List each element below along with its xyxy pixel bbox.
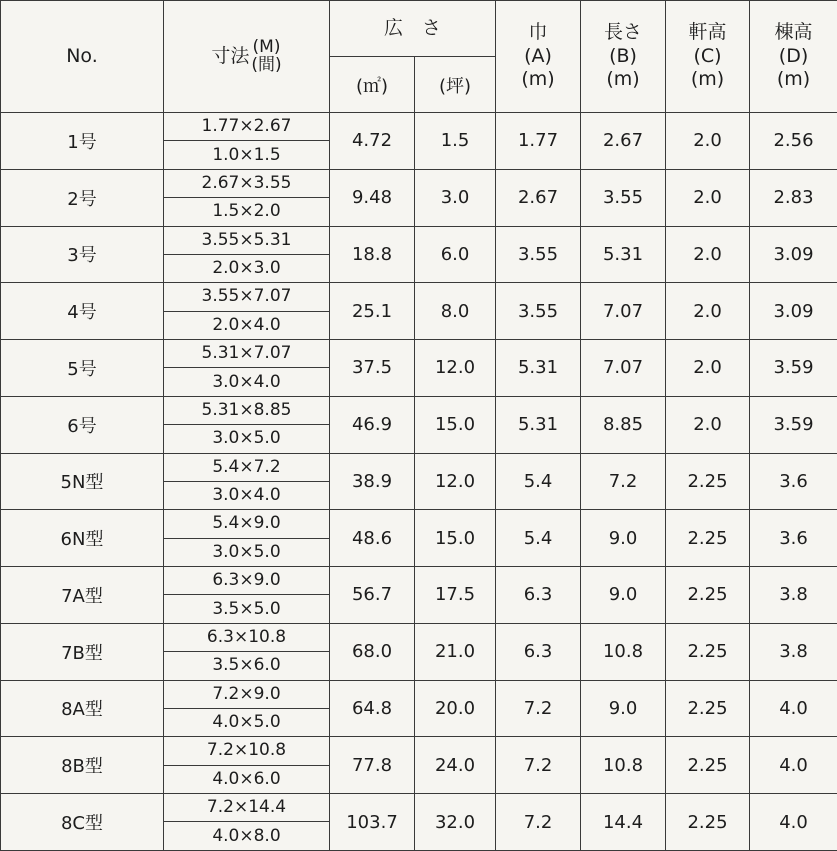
area-tsubo-cell: 15.0 <box>415 510 496 567</box>
dimension-meters-cell: 3.55×5.31 <box>164 226 330 254</box>
width-cell: 3.55 <box>496 283 581 340</box>
header-ridge-height <box>750 1 837 113</box>
dimension-meters-cell: 1.77×2.67 <box>164 113 330 141</box>
ridge-height-cell: 3.8 <box>750 623 837 680</box>
dimension-meters-cell: 2.67×3.55 <box>164 169 330 197</box>
ridge-height-cell: 4.0 <box>750 794 837 851</box>
header-eave-height-unit: (m) <box>690 68 725 91</box>
dimension-meters-cell: 7.2×10.8 <box>164 737 330 765</box>
area-tsubo-cell: 12.0 <box>415 453 496 510</box>
table-row <box>1 794 837 822</box>
length-cell: 8.85 <box>581 396 666 453</box>
area-m2-cell: 68.0 <box>330 623 415 680</box>
ridge-height-cell: 2.56 <box>750 113 837 170</box>
eave-height-cell: 2.25 <box>666 737 750 794</box>
dimension-ken-cell: 3.5×5.0 <box>164 595 330 623</box>
area-tsubo-cell: 17.5 <box>415 567 496 624</box>
area-m2-cell: 46.9 <box>330 396 415 453</box>
header-width-label: 巾 <box>528 20 548 43</box>
ridge-height-cell: 2.83 <box>750 169 837 226</box>
width-cell: 5.4 <box>496 510 581 567</box>
eave-height-cell: 2.25 <box>666 623 750 680</box>
header-length <box>581 1 666 113</box>
dimension-meters-cell: 5.4×7.2 <box>164 453 330 481</box>
header-length-unit: (m) <box>606 68 640 91</box>
header-dimensions-unit-ken: (間) <box>251 54 282 75</box>
width-cell: 2.67 <box>496 169 581 226</box>
header-area-m2: (㎡) <box>330 57 415 113</box>
model-number-cell: 7A型 <box>1 567 164 624</box>
area-m2-cell: 103.7 <box>330 794 415 851</box>
eave-height-cell: 2.25 <box>666 794 750 851</box>
area-tsubo-cell: 24.0 <box>415 737 496 794</box>
dimension-meters-cell: 5.31×7.07 <box>164 340 330 368</box>
ridge-height-cell: 3.6 <box>750 453 837 510</box>
header-ridge-height-code: (D) <box>778 44 809 67</box>
area-m2-cell: 37.5 <box>330 340 415 397</box>
length-cell: 14.4 <box>581 794 666 851</box>
dimension-meters-cell: 3.55×7.07 <box>164 283 330 311</box>
eave-height-cell: 2.0 <box>666 396 750 453</box>
width-cell: 5.31 <box>496 340 581 397</box>
area-m2-cell: 9.48 <box>330 169 415 226</box>
ridge-height-cell: 3.59 <box>750 396 837 453</box>
length-cell: 10.8 <box>581 737 666 794</box>
length-cell: 9.0 <box>581 567 666 624</box>
area-tsubo-cell: 20.0 <box>415 680 496 737</box>
model-number-cell: 5号 <box>1 340 164 397</box>
ridge-height-cell: 4.0 <box>750 680 837 737</box>
width-cell: 6.3 <box>496 567 581 624</box>
ridge-height-cell: 3.09 <box>750 226 837 283</box>
header-eave-height <box>666 1 750 113</box>
header-width-code: (A) <box>524 44 552 67</box>
header-ridge-height-unit: (m) <box>776 68 811 91</box>
header-eave-height-label: 軒高 <box>688 20 727 43</box>
header-area: 広 さ <box>330 1 496 57</box>
header-width-unit: (m) <box>521 68 555 91</box>
length-cell: 7.07 <box>581 340 666 397</box>
model-number-cell: 6N型 <box>1 510 164 567</box>
eave-height-cell: 2.25 <box>666 453 750 510</box>
area-tsubo-cell: 21.0 <box>415 623 496 680</box>
ridge-height-cell: 3.8 <box>750 567 837 624</box>
model-number-cell: 6号 <box>1 396 164 453</box>
area-tsubo-cell: 3.0 <box>415 169 496 226</box>
table-body <box>1 113 837 851</box>
length-cell: 10.8 <box>581 623 666 680</box>
eave-height-cell: 2.25 <box>666 567 750 624</box>
header-ridge-height-label: 棟高 <box>774 20 813 43</box>
dimension-ken-cell: 3.0×4.0 <box>164 368 330 396</box>
length-cell: 7.07 <box>581 283 666 340</box>
area-m2-cell: 77.8 <box>330 737 415 794</box>
width-cell: 7.2 <box>496 680 581 737</box>
eave-height-cell: 2.0 <box>666 226 750 283</box>
model-number-cell: 8C型 <box>1 794 164 851</box>
length-cell: 2.67 <box>581 113 666 170</box>
eave-height-cell: 2.0 <box>666 340 750 397</box>
dimension-ken-cell: 2.0×3.0 <box>164 254 330 282</box>
area-m2-cell: 64.8 <box>330 680 415 737</box>
width-cell: 3.55 <box>496 226 581 283</box>
width-cell: 7.2 <box>496 737 581 794</box>
length-cell: 9.0 <box>581 680 666 737</box>
width-cell: 5.31 <box>496 396 581 453</box>
area-tsubo-cell: 8.0 <box>415 283 496 340</box>
dimension-ken-cell: 1.0×1.5 <box>164 141 330 169</box>
header-area-tsubo: (坪) <box>415 57 496 113</box>
length-cell: 7.2 <box>581 453 666 510</box>
table-row <box>1 453 837 481</box>
model-number-cell: 3号 <box>1 226 164 283</box>
dimension-meters-cell: 5.31×8.85 <box>164 396 330 424</box>
width-cell: 5.4 <box>496 453 581 510</box>
dimension-meters-cell: 7.2×9.0 <box>164 680 330 708</box>
table-row <box>1 340 837 368</box>
dimension-ken-cell: 4.0×8.0 <box>164 822 330 851</box>
ridge-height-cell: 3.6 <box>750 510 837 567</box>
area-tsubo-cell: 12.0 <box>415 340 496 397</box>
eave-height-cell: 2.0 <box>666 169 750 226</box>
table-row <box>1 567 837 595</box>
area-m2-cell: 48.6 <box>330 510 415 567</box>
header-length-code: (B) <box>609 44 637 67</box>
width-cell: 6.3 <box>496 623 581 680</box>
length-cell: 9.0 <box>581 510 666 567</box>
length-cell: 5.31 <box>581 226 666 283</box>
dimension-ken-cell: 3.5×6.0 <box>164 652 330 680</box>
length-cell: 3.55 <box>581 169 666 226</box>
header-width <box>496 1 581 113</box>
table-row <box>1 680 837 708</box>
eave-height-cell: 2.0 <box>666 113 750 170</box>
table-row <box>1 396 837 424</box>
dimension-ken-cell: 4.0×5.0 <box>164 708 330 736</box>
ridge-height-cell: 4.0 <box>750 737 837 794</box>
ridge-height-cell: 3.09 <box>750 283 837 340</box>
dimension-ken-cell: 4.0×6.0 <box>164 765 330 793</box>
width-cell: 7.2 <box>496 794 581 851</box>
model-number-cell: 2号 <box>1 169 164 226</box>
width-cell: 1.77 <box>496 113 581 170</box>
header-dimensions-label: 寸法 <box>211 44 250 67</box>
area-m2-cell: 38.9 <box>330 453 415 510</box>
table-row <box>1 510 837 538</box>
area-m2-cell: 56.7 <box>330 567 415 624</box>
eave-height-cell: 2.25 <box>666 680 750 737</box>
eave-height-cell: 2.25 <box>666 510 750 567</box>
table-row <box>1 113 837 141</box>
dimension-ken-cell: 1.5×2.0 <box>164 198 330 226</box>
model-number-cell: 7B型 <box>1 623 164 680</box>
table-row <box>1 169 837 197</box>
dimension-meters-cell: 6.3×10.8 <box>164 623 330 651</box>
model-number-cell: 8A型 <box>1 680 164 737</box>
header-length-label: 長さ <box>604 20 643 43</box>
dimension-ken-cell: 3.0×4.0 <box>164 481 330 509</box>
area-m2-cell: 4.72 <box>330 113 415 170</box>
header-dimensions <box>164 1 330 113</box>
dimension-meters-cell: 5.4×9.0 <box>164 510 330 538</box>
model-number-cell: 8B型 <box>1 737 164 794</box>
area-tsubo-cell: 15.0 <box>415 396 496 453</box>
table-row <box>1 737 837 765</box>
header-dimensions-unit-m: (M) <box>252 36 281 57</box>
dimension-ken-cell: 3.0×5.0 <box>164 425 330 453</box>
area-tsubo-cell: 32.0 <box>415 794 496 851</box>
model-number-cell: 5N型 <box>1 453 164 510</box>
dimension-ken-cell: 2.0×4.0 <box>164 311 330 339</box>
area-tsubo-cell: 1.5 <box>415 113 496 170</box>
header-eave-height-code: (C) <box>693 44 722 67</box>
model-number-cell: 1号 <box>1 113 164 170</box>
area-m2-cell: 18.8 <box>330 226 415 283</box>
ridge-height-cell: 3.59 <box>750 340 837 397</box>
dimension-ken-cell: 3.0×5.0 <box>164 538 330 566</box>
area-tsubo-cell: 6.0 <box>415 226 496 283</box>
table-row <box>1 283 837 311</box>
table-row <box>1 226 837 254</box>
table-row <box>1 623 837 651</box>
area-m2-cell: 25.1 <box>330 283 415 340</box>
header-no: No. <box>1 1 164 113</box>
dimension-meters-cell: 7.2×14.4 <box>164 794 330 822</box>
eave-height-cell: 2.0 <box>666 283 750 340</box>
model-number-cell: 4号 <box>1 283 164 340</box>
dimension-meters-cell: 6.3×9.0 <box>164 567 330 595</box>
